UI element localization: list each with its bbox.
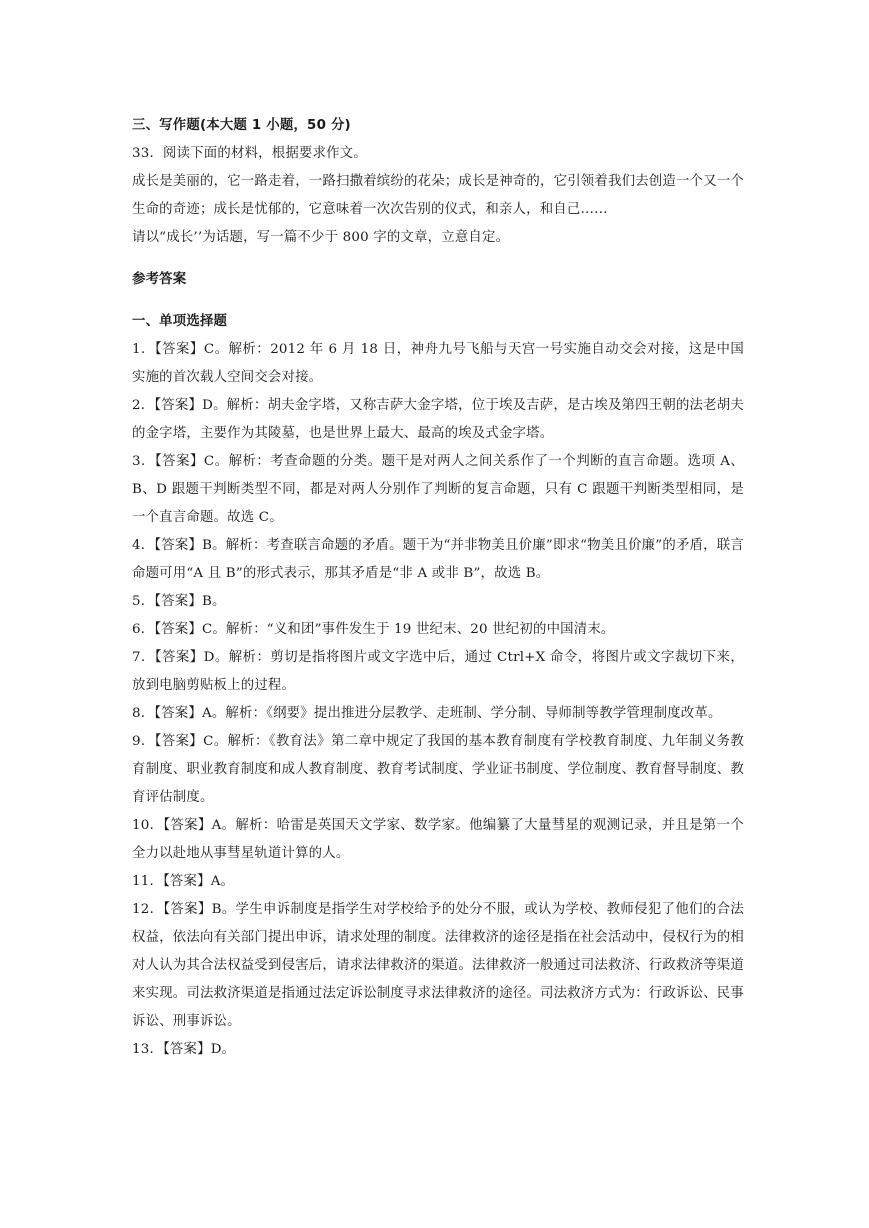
answer-item: 3．【答案】C。解析：考查命题的分类。题干是对两人之间关系作了一个判断的直言命题。选项 A、B、D 跟题干判断类型不同，都是对两人分别作了判断的复言命题，只有 C 跟题干判断类型相同，是一个直言命题。故选 C。 <box>132 454 744 525</box>
answer-item: 11．【答案】A。 <box>132 874 235 889</box>
writing-requirement: 请以“成长’’为话题，写一篇不少于 800 字的文章，立意自定。 <box>132 230 510 245</box>
answer-item: 7．【答案】D。解析：剪切是指将图片或文字选中后，通过 Ctrl+X 命令，将图片或文字裁切下来，放到电脑剪贴板上的过程。 <box>132 650 744 693</box>
answer-item: 10．【答案】A。解析：哈雷是英国天文学家、数学家。他编纂了大量彗星的观测记录，并且是第一个全力以赴地从事彗星轨道计算的人。 <box>132 818 744 861</box>
spacer <box>132 294 744 308</box>
writing-material: 成长是美丽的，它一路走着，一路扫撒着缤纷的花朵；成长是神奇的，它引领着我们去创造一个又一个生命的奇迹；成长是忧郁的，它意味着一次次告别的仪式，和亲人，和自己…… <box>132 174 744 217</box>
spacer <box>132 252 744 266</box>
answer-item: 6．【答案】C。解析：“义和团”事件发生于 19 世纪末、20 世纪初的中国清末。 <box>132 622 615 637</box>
answer-item: 8．【答案】A。解析：《纲要》提出推进分层教学、走班制、学分制、导师制等教学管理制度改革。 <box>132 706 722 721</box>
question-33-intro: 33．阅读下面的材料，根据要求作文。 <box>132 146 367 161</box>
answer-item: 12．【答案】B。学生申诉制度是指学生对学校给予的处分不服，或认为学校、教师侵犯了他们的合法权益，依法向有关部门提出申诉，请求处理的制度。法律救济的途径是指在社会活动中，侵权行为的相对人认为其合法权益受到侵害后，请求法律救济的渠道。法律救济一般通过司法救济、行政救济等渠道来实现。司法救济渠道是指通过法定诉讼制度寻求法律救济的途径。司法救济方式为：行政诉讼、民事诉讼、刑事诉讼。 <box>132 902 744 1029</box>
answers-title: 参考答案 <box>132 272 187 287</box>
answers-section-title: 一、单项选择题 <box>132 314 228 329</box>
answer-item: 4．【答案】B。解析：考查联言命题的矛盾。题干为“并非物美且价廉”即求“物美且价廉”的矛盾，联言命题可用“A 且 B”的形式表示，那其矛盾是“非 A 或非 B”，故选 B。 <box>132 538 744 581</box>
writing-section-title: 三、写作题(本大题 1 小题，50 分) <box>132 118 351 133</box>
answer-item: 5．【答案】B。 <box>132 594 226 609</box>
document-page <box>132 112 744 1064</box>
answer-item: 2．【答案】D。解析：胡夫金字塔，又称吉萨大金字塔，位于埃及吉萨，是古埃及第四王朝的法老胡夫的金字塔，主要作为其陵墓，也是世界上最大、最高的埃及式金字塔。 <box>132 398 744 441</box>
answer-item: 9．【答案】C。解析：《教育法》第二章中规定了我国的基本教育制度有学校教育制度、九年制义务教育制度、职业教育制度和成人教育制度、教育考试制度、学业证书制度、学位制度、教育督导制度、教育评估制度。 <box>132 734 744 805</box>
answer-item: 1．【答案】C。解析：2012 年 6 月 18 日，神舟九号飞船与天宫一号实施自动交会对接，这是中国实施的首次载人空间交会对接。 <box>132 342 744 385</box>
answer-item: 13．【答案】D。 <box>132 1042 236 1057</box>
